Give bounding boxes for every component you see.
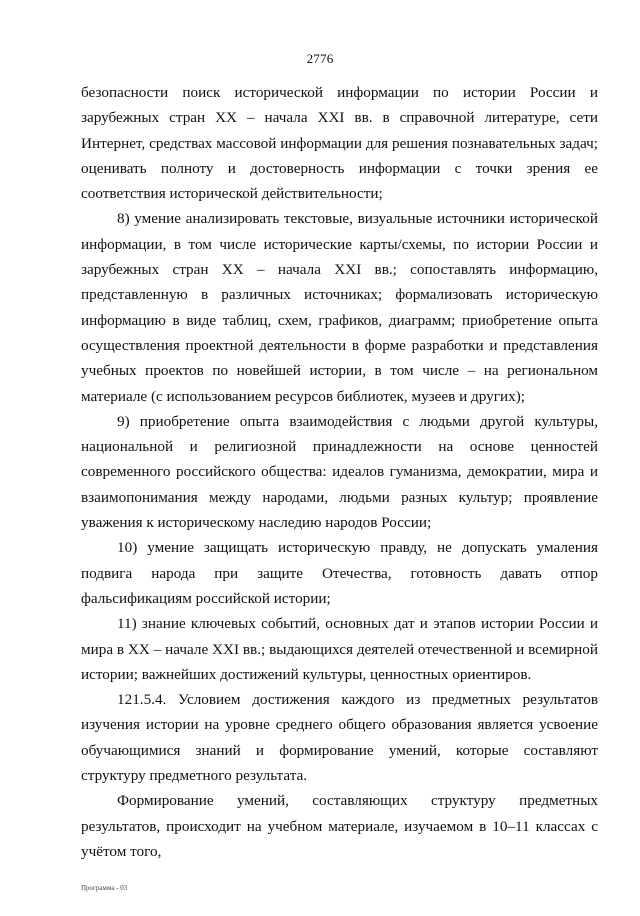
document-body [81, 80, 598, 864]
page-footer: Программа - 03 [81, 884, 128, 892]
paragraph-item-9: 9) приобретение опыта взаимодействия с людьми другой культуры, национальной и религиозной принадлежности на основе ценностей современного российского общества: идеалов гуманизма, демократии, мира и взаимопонимания между народами, людьми разных культур; проявление уважения к историческому наследию народов России; [81, 412, 598, 532]
paragraph-continuation: безопасности поиск исторической информации по истории России и зарубежных стран XX – начала XXI вв. в справочной литературе, сети Интернет, средствах массовой информации для решения познавательных задач; оценивать полноту и достоверность информации с точки зрения ее соответствия исторической действительности; [81, 84, 598, 203]
paragraph-item-10: 10) умение защищать историческую правду, не допускать умаления подвига народа при защите Отечества, готовность давать отпор фальсификациям российской истории; [81, 539, 598, 607]
paragraph-item-8: 8) умение анализировать текстовые, визуальные источники исторической информации, в том числе исторические карты/схемы, по истории России и зарубежных стран XX – начала XXI вв.; сопоставлять информацию, представленную в различных источниках; формализовать историческую информацию в виде таблиц, схем, графиков, диаграмм; приобретение опыта осуществления проектной деятельности в форме разработки и представления учебных проектов по новейшей истории, в том числе – на региональном материале (с использованием ресурсов библиотек, музеев и других); [81, 210, 598, 405]
page-number: 2776 [306, 51, 334, 66]
paragraph-section-121-5-4: 121.5.4. Условием достижения каждого из предметных результатов изучения истории на уровне среднего общего образования является усвоение обучающимися знаний и формирование умений, которые составляют структуру предметного результата. [81, 691, 598, 785]
paragraph-item-11: 11) знание ключевых событий, основных дат и этапов истории России и мира в XX – начале XXI вв.; выдающихся деятелей отечественной и всемирной истории; важнейших достижений культуры, ценностных ориентиров. [81, 615, 598, 683]
paragraph-skills-formation: Формирование умений, составляющих структуру предметных результатов, происходит на учебном материале, изучаемом в 10–11 классах с учётом того, [81, 792, 598, 860]
